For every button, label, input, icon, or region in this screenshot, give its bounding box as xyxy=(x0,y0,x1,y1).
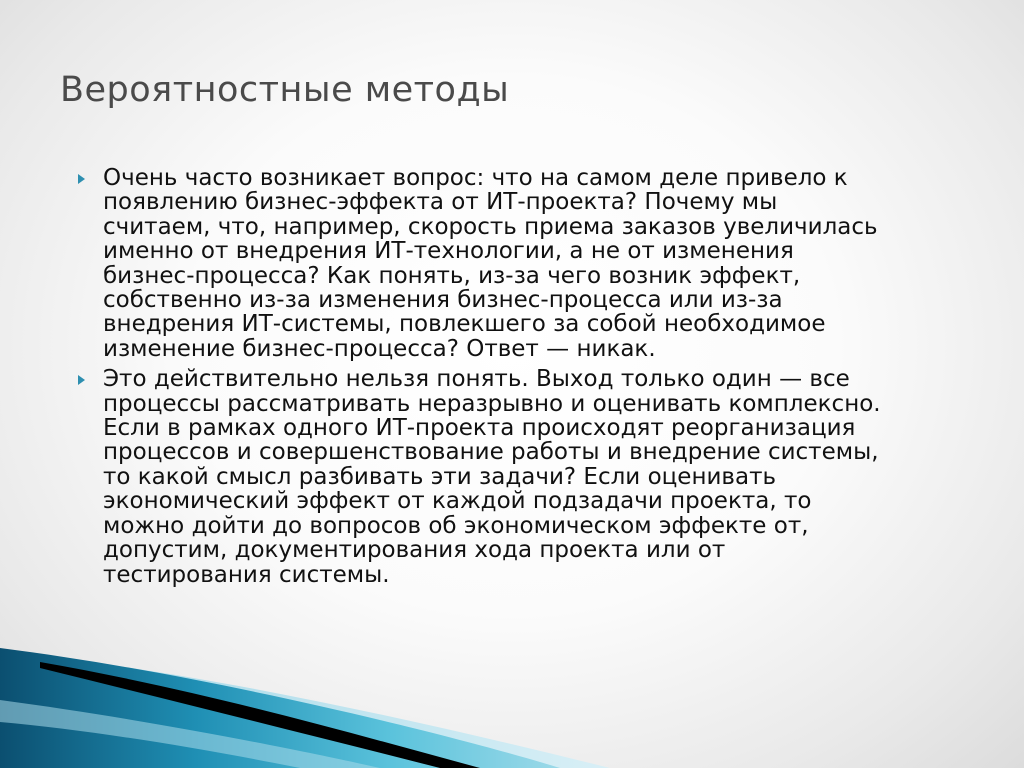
bullet-line: изменение бизнес-процесса? Ответ — никак. xyxy=(103,335,656,362)
bullet-line: считаем, что, например, скорость приема заказов увеличилась xyxy=(103,213,878,240)
bullet-line: именно от внедрения ИТ-технологии, а не от изменения xyxy=(103,238,794,265)
bullet-line: то какой смысл разбивать эти задачи? Если оценивать xyxy=(103,463,777,490)
slide-title: Вероятностные методы xyxy=(60,70,510,110)
bullet-line: внедрения ИТ-системы, повлекшего за собой необходимое xyxy=(103,311,826,338)
bullet-line: Если в рамках одного ИТ-проекта происходят реорганизация xyxy=(103,415,856,442)
bullet-line: собственно из-за изменения бизнес-процесса или из-за xyxy=(103,287,783,314)
bullet-line: Это действительно нельзя понять. Выход только один — все xyxy=(103,366,850,393)
bullet-line: процессов и совершенствование работы и внедрение системы, xyxy=(103,439,879,466)
bullet-line: Очень часто возникает вопрос: что на самом деле привело к xyxy=(103,165,848,191)
bullet-line: бизнес-процесса? Как понять, из-за чего возник эффект, xyxy=(103,262,801,289)
bullet-line: можно дойти до вопросов об экономическом эффекте от, xyxy=(103,512,809,539)
bullet-line: допустим, документирования хода проекта или от xyxy=(103,537,726,564)
bullet-line: появлению бизнес-эффекта от ИТ-проекта? Почему мы xyxy=(103,189,778,216)
bullet-line: тестирования системы. xyxy=(103,561,390,588)
bullet-line: экономический эффект от каждой подзадачи проекта, то xyxy=(103,488,812,515)
bullet-line: процессы рассматривать неразрывно и оценивать комплексно. xyxy=(103,390,881,417)
